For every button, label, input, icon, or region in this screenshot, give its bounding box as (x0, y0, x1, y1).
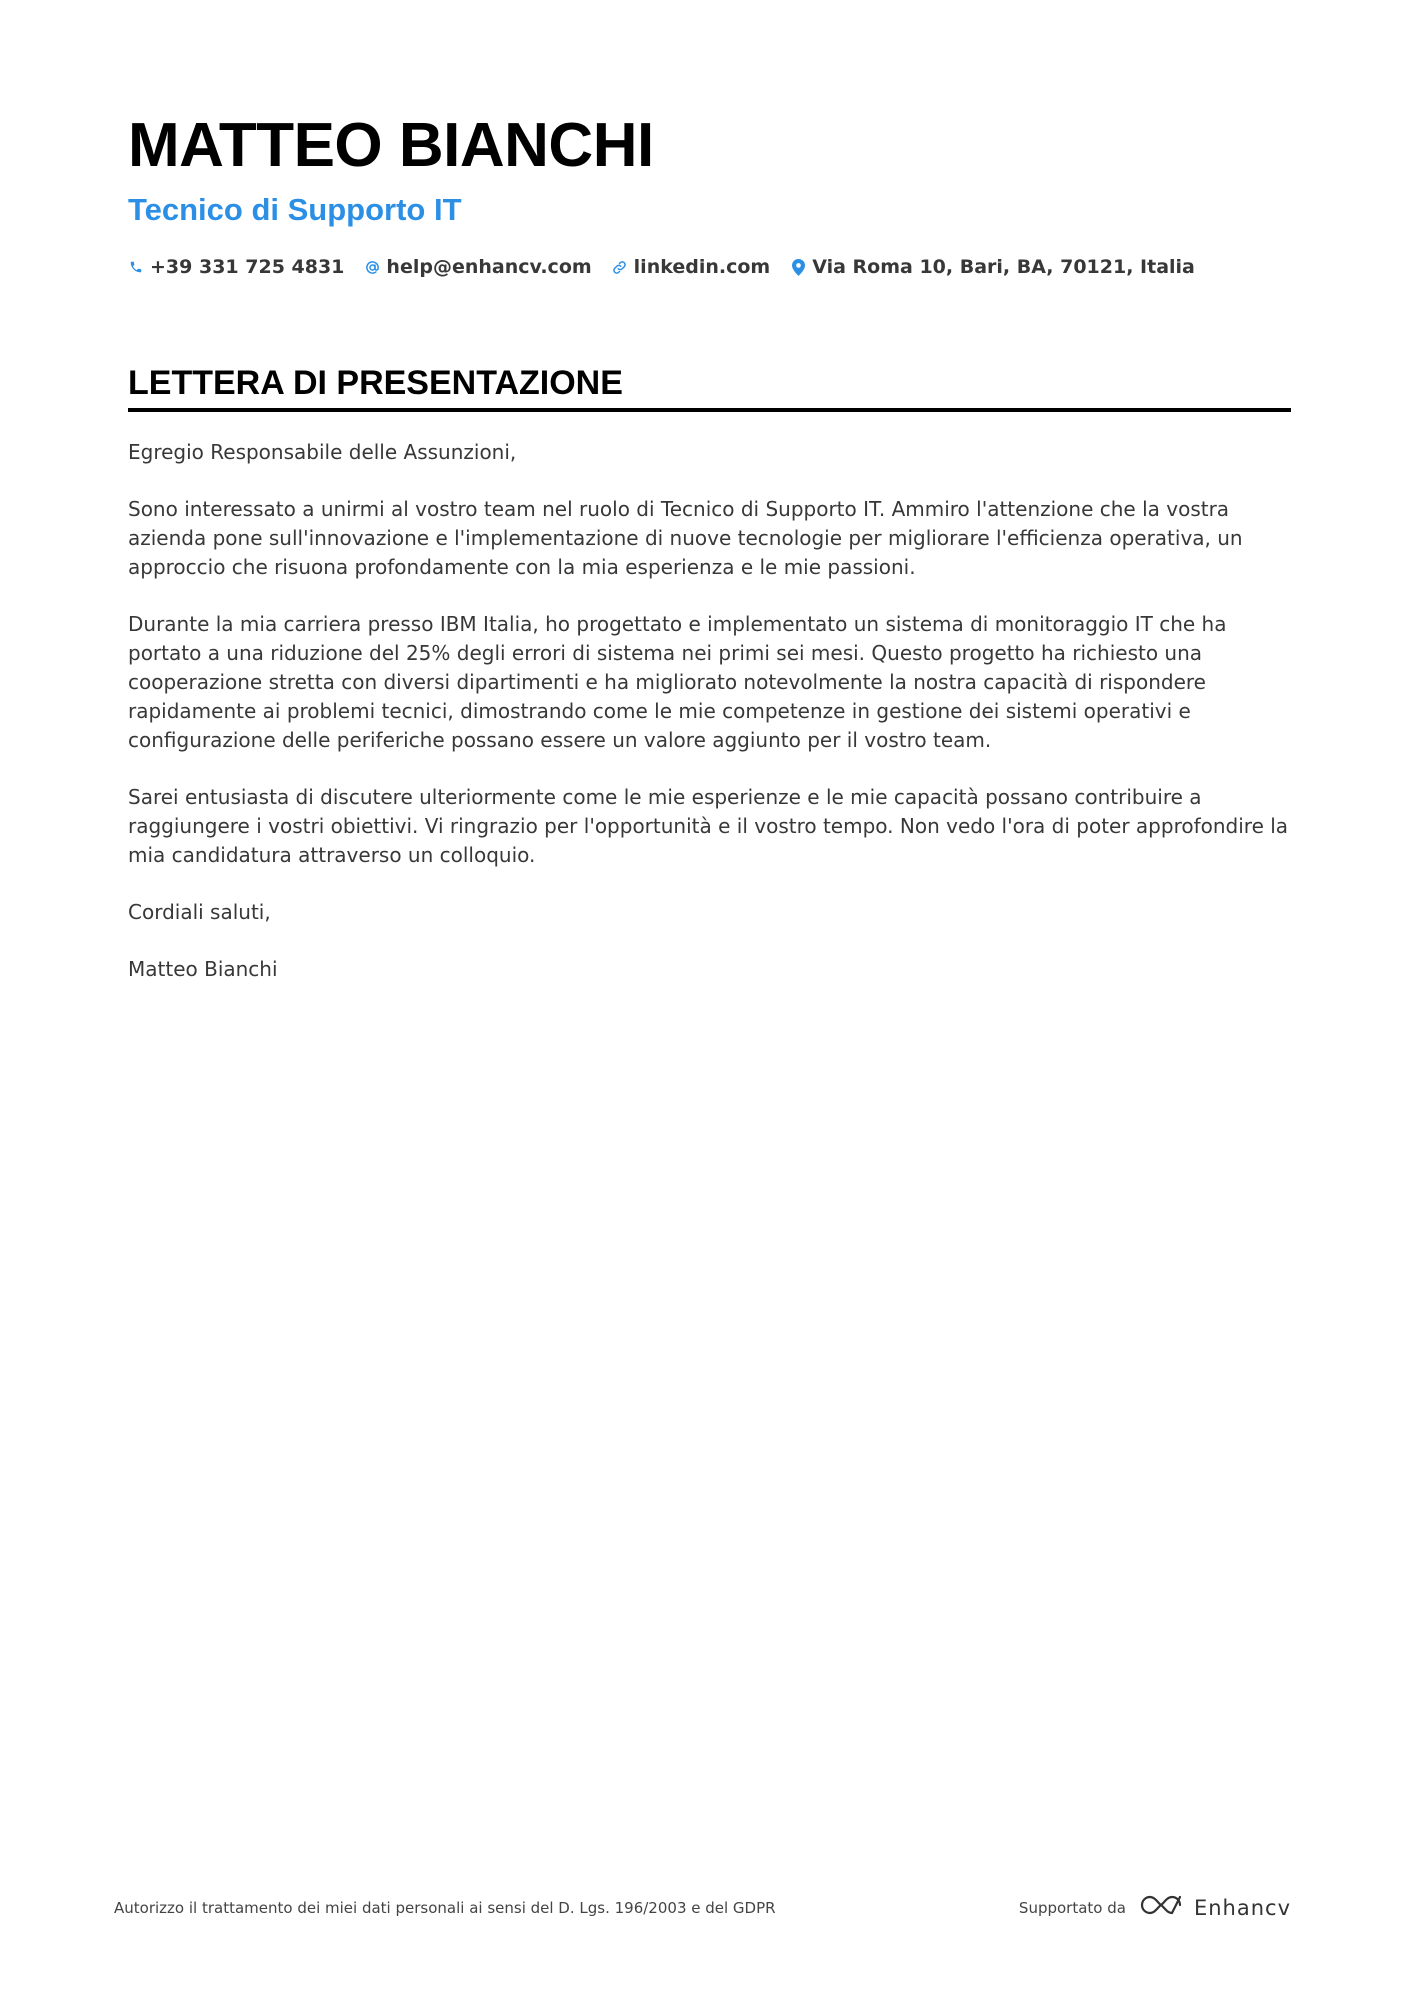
letter-greeting: Egregio Responsabile delle Assunzioni, (128, 440, 517, 464)
candidate-name: MATTEO BIANCHI (128, 111, 654, 180)
letter-paragraph: Sarei entusiasta di discutere ulteriormente come le mie esperienze e le mie capacità possano contribuire a raggiungere i vostri obiettivi. Vi ringrazio per l'opportunità e il vostro tempo. Non vedo l'ora di poter approfondire la mia candidatura attraverso un colloquio. (128, 785, 1289, 867)
header (128, 110, 1291, 278)
footer (114, 1892, 1291, 1923)
link-icon (612, 258, 628, 276)
contact-email[interactable] (364, 256, 591, 278)
consent-text: Autorizzo il trattamento dei miei dati personali ai sensi del D. Lgs. 196/2003 e del GDPR (114, 1898, 776, 1917)
letter-paragraph: Durante la mia carriera presso IBM Italia, ho progettato e implementato un sistema di monitoraggio IT che ha portato a una riduzione del 25% degli errori di sistema nei primi sei mesi. Questo progetto ha richiesto una cooperazione stretta con diversi dipartimenti e ha migliorato notevolmente la nostra capacità di rispondere rapidamente ai problemi tecnici, dimostrando come le mie competenze in gestione dei sistemi operativi e configurazione delle periferiche possano essere un valore aggiunto per il vostro team. (128, 612, 1227, 752)
letter-body (128, 438, 1291, 984)
brand-logo (1138, 1892, 1291, 1923)
address-text: Via Roma 10, Bari, BA, 70121, Italia (812, 256, 1195, 278)
at-icon (364, 258, 380, 276)
phone-text: +39 331 725 4831 (150, 256, 345, 278)
job-title: Tecnico di Supporto IT (128, 192, 462, 227)
letter-signature: Matteo Bianchi (128, 957, 278, 981)
infinity-logo-icon (1138, 1892, 1184, 1923)
powered-by-label: Supportato da (1018, 1898, 1126, 1917)
brand-name: Enhancv (1193, 1895, 1291, 1920)
email-text: help@enhancv.com (386, 256, 592, 278)
letter-paragraph: Sono interessato a unirmi al vostro team nel ruolo di Tecnico di Supporto IT. Ammiro l'attenzione che la vostra azienda pone sull'innovazione e l'implementazione di nuove tecnologie per migliorare l'efficienza operativa, un approccio che risuona profondamente con la mia esperienza e le mie passioni. (128, 497, 1243, 579)
section-title: LETTERA DI PRESENTAZIONE (128, 362, 1291, 412)
contact-address (790, 256, 1195, 278)
contact-linkedin[interactable] (612, 256, 771, 278)
letter-closing: Cordiali saluti, (128, 900, 271, 924)
contact-phone[interactable] (128, 256, 344, 278)
linkedin-text: linkedin.com (633, 256, 771, 278)
contact-bar (128, 256, 1291, 278)
phone-icon (128, 258, 144, 276)
cover-letter-section (128, 362, 1291, 1012)
location-pin-icon (790, 258, 806, 276)
powered-by[interactable] (1019, 1892, 1291, 1923)
